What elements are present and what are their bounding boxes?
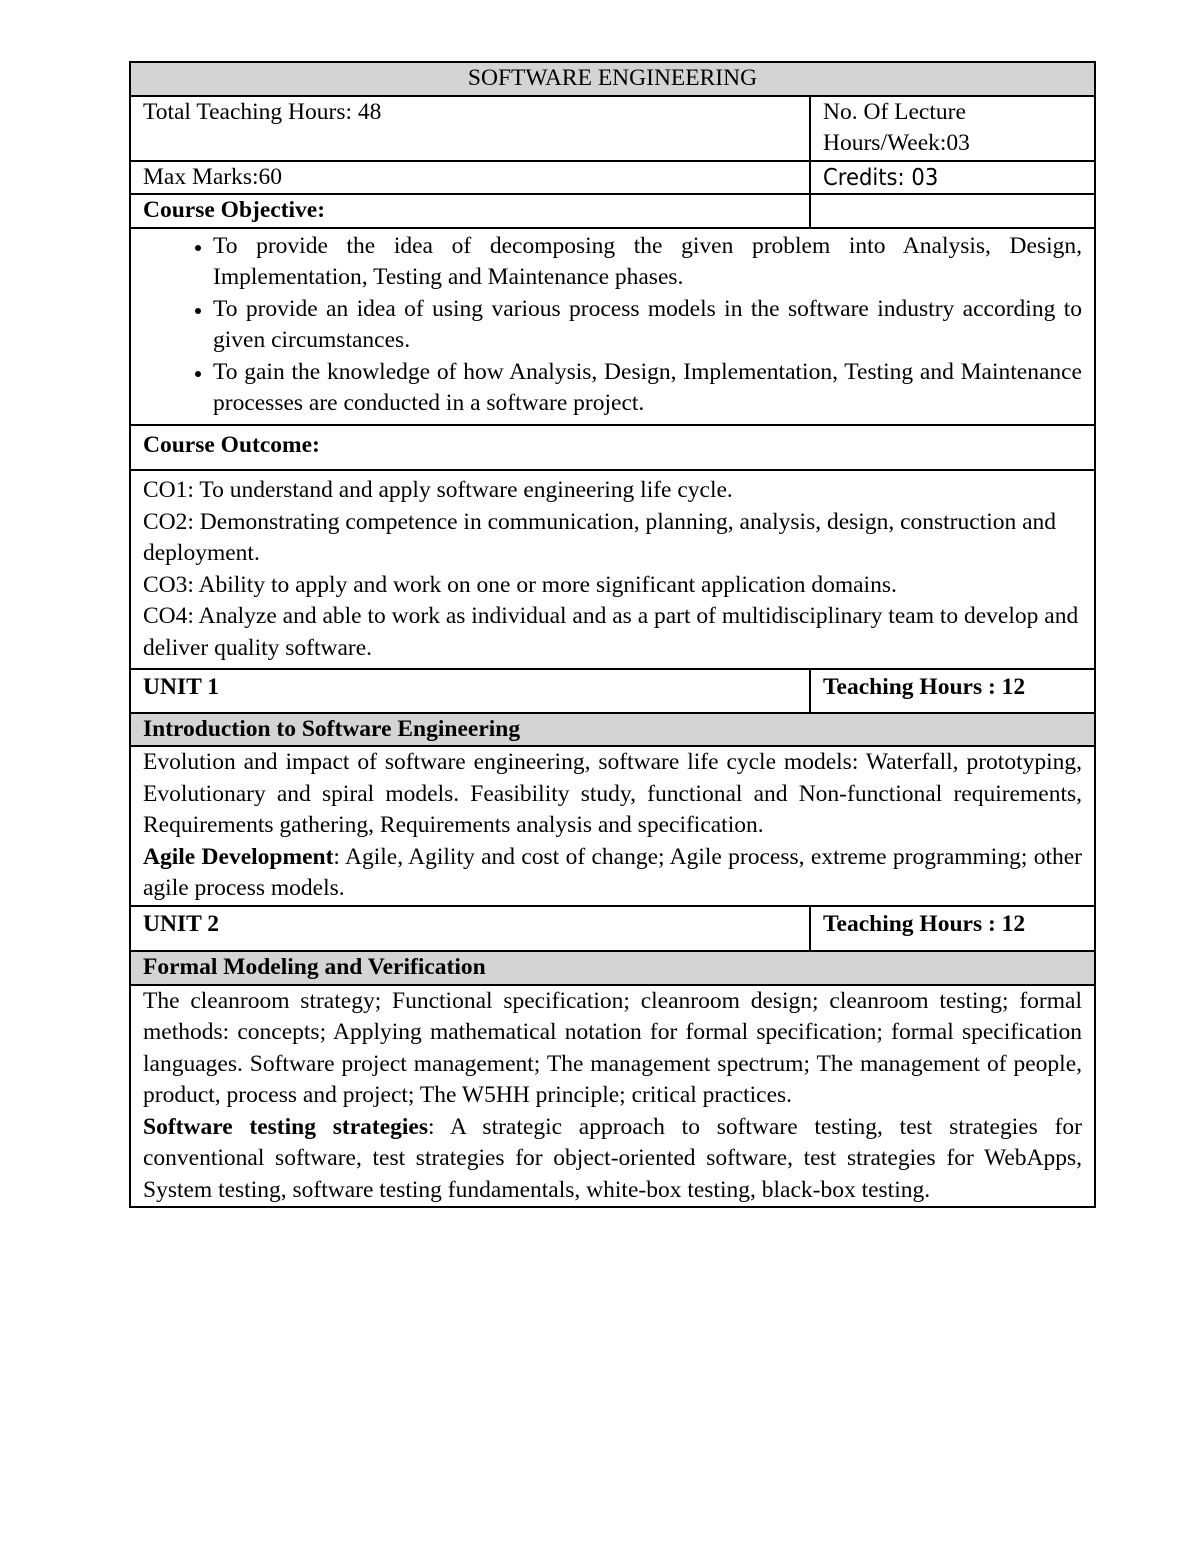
- objective-item: • To provide the idea of decomposing the given problem into Analysis, Design, Implementation, Testing and Maintenance phases.: [213, 231, 1082, 294]
- unit-2-testing: [143, 1112, 1082, 1207]
- lecture-hours-per-week: No. Of Lecture Hours/Week:03: [810, 96, 1095, 161]
- unit-1-sub-label: Agile Development: [143, 843, 334, 870]
- unit-1-hours: Teaching Hours : 12: [810, 669, 1095, 713]
- course-title: SOFTWARE ENGINEERING: [130, 62, 1095, 96]
- course-objective-heading: Course Objective:: [130, 194, 810, 228]
- course-outcome-heading: Course Outcome:: [130, 425, 1095, 471]
- outcome-item: CO3: Ability to apply and work on one or more significant application domains.: [143, 571, 897, 598]
- max-marks: Max Marks:60: [130, 161, 810, 195]
- unit-1-body: Evolution and impact of software engineering, software life cycle models: Waterfall, prototyping, Evolutionary and spiral models. Feasibility study, functional and Non-functional requirements, Requirements gathering, Requirements analysis and specification.: [143, 749, 1082, 838]
- outcome-item: CO1: To understand and apply software engineering life cycle.: [143, 477, 733, 503]
- unit-1-label: UNIT 1: [130, 669, 810, 713]
- unit-1-content: [130, 746, 1095, 906]
- unit-2-content: [130, 985, 1095, 1208]
- unit-1-sub-body: : Agile, Agility and cost of change; Agile process, extreme programming; other agile process models.: [143, 843, 1082, 901]
- course-objectives: [130, 228, 1095, 425]
- outcome-item: CO4: Analyze and able to work as individual and as a part of multidisciplinary team to develop and deliver quality software.: [143, 603, 1079, 661]
- outcome-item: CO2: Demonstrating competence in communication, planning, analysis, design, construction and deployment.: [143, 508, 1057, 566]
- unit-1-agile: [143, 842, 1082, 905]
- objective-item: • To provide an idea of using various process models in the software industry according to given circumstances.: [213, 294, 1082, 357]
- unit-2-heading: Formal Modeling and Verification: [130, 951, 1095, 985]
- unit-2-body: The cleanroom strategy; Functional specification; cleanroom design; cleanroom testing; formal methods: concepts; Applying mathematical notation for formal specification; formal specification languages. Software project management; The management spectrum; The management of people, product, process and project; The W5HH principle; critical practices.: [143, 987, 1082, 1108]
- syllabus-table: [129, 61, 1096, 1208]
- unit-1-heading: Introduction to Software Engineering: [130, 713, 1095, 747]
- unit-2-sub-label: Software testing strategies: [143, 1113, 428, 1140]
- unit-2-label: UNIT 2: [130, 906, 810, 952]
- course-outcomes: [130, 470, 1095, 669]
- total-teaching-hours: Total Teaching Hours: 48: [130, 96, 810, 161]
- empty-cell: [810, 194, 1095, 228]
- credits: Credits: 03: [810, 161, 1095, 195]
- objective-item: • To gain the knowledge of how Analysis, Design, Implementation, Testing and Maintenance processes are conducted in a software project.: [213, 357, 1082, 420]
- unit-2-hours: Teaching Hours : 12: [810, 906, 1095, 952]
- unit-2-sub-body: : A strategic approach to software testing, test strategies for conventional software, test strategies for object-oriented software, test strategies for WebApps, System testing, software testing fundamentals, white-box testing, black-box testing.: [143, 1113, 1082, 1203]
- objective-list: [143, 231, 1082, 420]
